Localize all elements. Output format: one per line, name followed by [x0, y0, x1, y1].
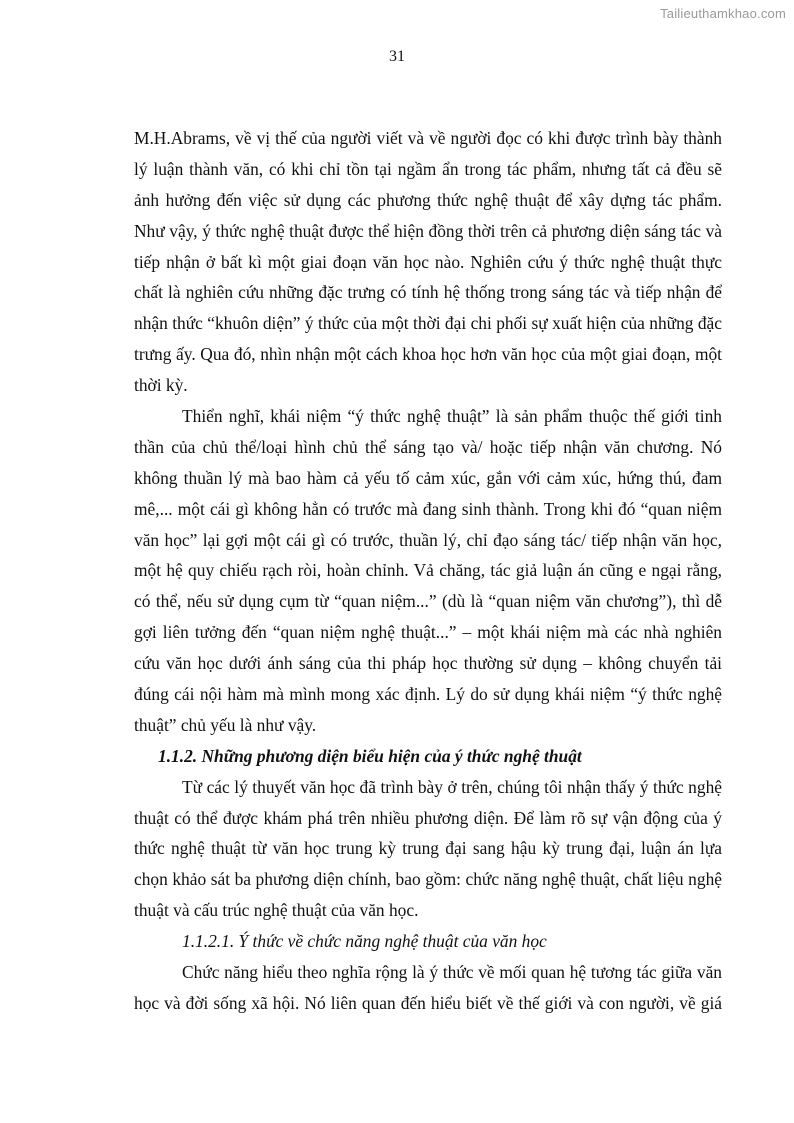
paragraph-4	[134, 957, 722, 1019]
text-line: ảnh hưởng đến việc sử dụng các phương thức nghệ thuật để xây dựng tác phẩm.	[134, 189, 722, 210]
text-line: thần của chủ thể/loại hình chủ thể sáng tạo và/ hoặc tiếp nhận văn chương. Nó	[134, 436, 722, 457]
text-line: Thiển nghĩ, khái niệm “ý thức nghệ thuật” là sản phẩm thuộc thế giới tinh	[182, 406, 722, 427]
text-line: thời kỳ.	[134, 375, 188, 396]
subsection-heading: 1.1.2.1. Ý thức về chức năng nghệ thuật của văn học	[182, 931, 547, 952]
text-line: chất là nghiên cứu những đặc trưng có tính hệ thống trong sáng tác và tiếp nhận để	[134, 282, 722, 303]
text-line: thức nghệ thuật từ văn học trung kỳ trung đại sang hậu kỳ trung đại, luận án lựa	[134, 838, 722, 859]
text-line: nhận thức “khuôn diện” ý thức của một thời đại chi phối sự xuất hiện của những đặc	[134, 313, 722, 334]
text-line: chọn khảo sát ba phương diện chính, bao gồm: chức năng nghệ thuật, chất liệu nghệ	[134, 869, 722, 890]
text-line: tiếp nhận ở bất kì một giai đoạn văn học nào. Nghiên cứu ý thức nghệ thuật thực	[134, 251, 722, 272]
text-line: một hệ quy chiếu rạch ròi, hoàn chỉnh. Vả chăng, tác giả luận án cũng e ngại rằng,	[134, 560, 722, 581]
text-line: đúng cái nội hàm mà mình mong xác định. Lý do sử dụng khái niệm “ý thức nghệ	[134, 684, 722, 705]
text-line: cứu văn học dưới ánh sáng của thi pháp học thường sử dụng – không chuyển tải	[134, 653, 722, 674]
text-line: học và đời sống xã hội. Nó liên quan đến hiểu biết về thế giới và con người, về giá	[134, 992, 722, 1013]
watermark-text: Tailieuthamkhao.com	[660, 6, 786, 21]
text-line: gợi liên tưởng đến “quan niệm nghệ thuật...” – một khái niệm mà các nhà nghiên	[134, 622, 722, 643]
text-line: thuật có thể được khám phá trên nhiều phương diện. Để làm rõ sự vận động của ý	[134, 807, 722, 828]
text-line: Từ các lý thuyết văn học đã trình bày ở trên, chúng tôi nhận thấy ý thức nghệ	[182, 776, 722, 797]
text-line: mê,... một cái gì không hẳn có trước mà đang sinh thành. Trong khi đó “quan niệm	[134, 498, 722, 519]
paragraph-3	[134, 772, 722, 926]
page-number: 31	[389, 48, 405, 65]
text-line: không thuần lý mà bao hàm cả yếu tố cảm xúc, gắn với cảm xúc, hứng thú, đam	[134, 467, 722, 488]
text-line: có thể, nếu sử dụng cụm từ “quan niệm...” (dù là “quan niệm văn chương”), thì dễ	[134, 591, 722, 612]
text-line: Như vậy, ý thức nghệ thuật được thể hiện đồng thời trên cả phương diện sáng tác và	[134, 220, 722, 241]
text-line: thuật” chủ yếu là như vậy.	[134, 714, 317, 735]
document-body	[134, 123, 722, 1019]
paragraph-2	[134, 401, 722, 741]
text-line: văn học” lại gợi một cái gì có trước, thuần lý, chỉ đạo sáng tác/ tiếp nhận văn học,	[134, 529, 722, 550]
text-line: lý luận thành văn, có khi chỉ tồn tại ngầm ẩn trong tác phẩm, nhưng tất cả đều sẽ	[134, 158, 722, 179]
text-line: Chức năng hiểu theo nghĩa rộng là ý thức về mối quan hệ tương tác giữa văn	[182, 962, 722, 983]
text-line: M.H.Abrams, về vị thế của người viết và về người đọc có khi được trình bày thành	[134, 128, 722, 148]
text-line: trưng ấy. Qua đó, nhìn nhận một cách khoa học hơn văn học của một giai đoạn, một	[134, 344, 722, 365]
section-heading: 1.1.2. Những phương diện biểu hiện của ý thức nghệ thuật	[158, 745, 582, 766]
paragraph-1	[134, 123, 722, 401]
text-line: thuật và cấu trúc nghệ thuật của văn học.	[134, 900, 419, 921]
